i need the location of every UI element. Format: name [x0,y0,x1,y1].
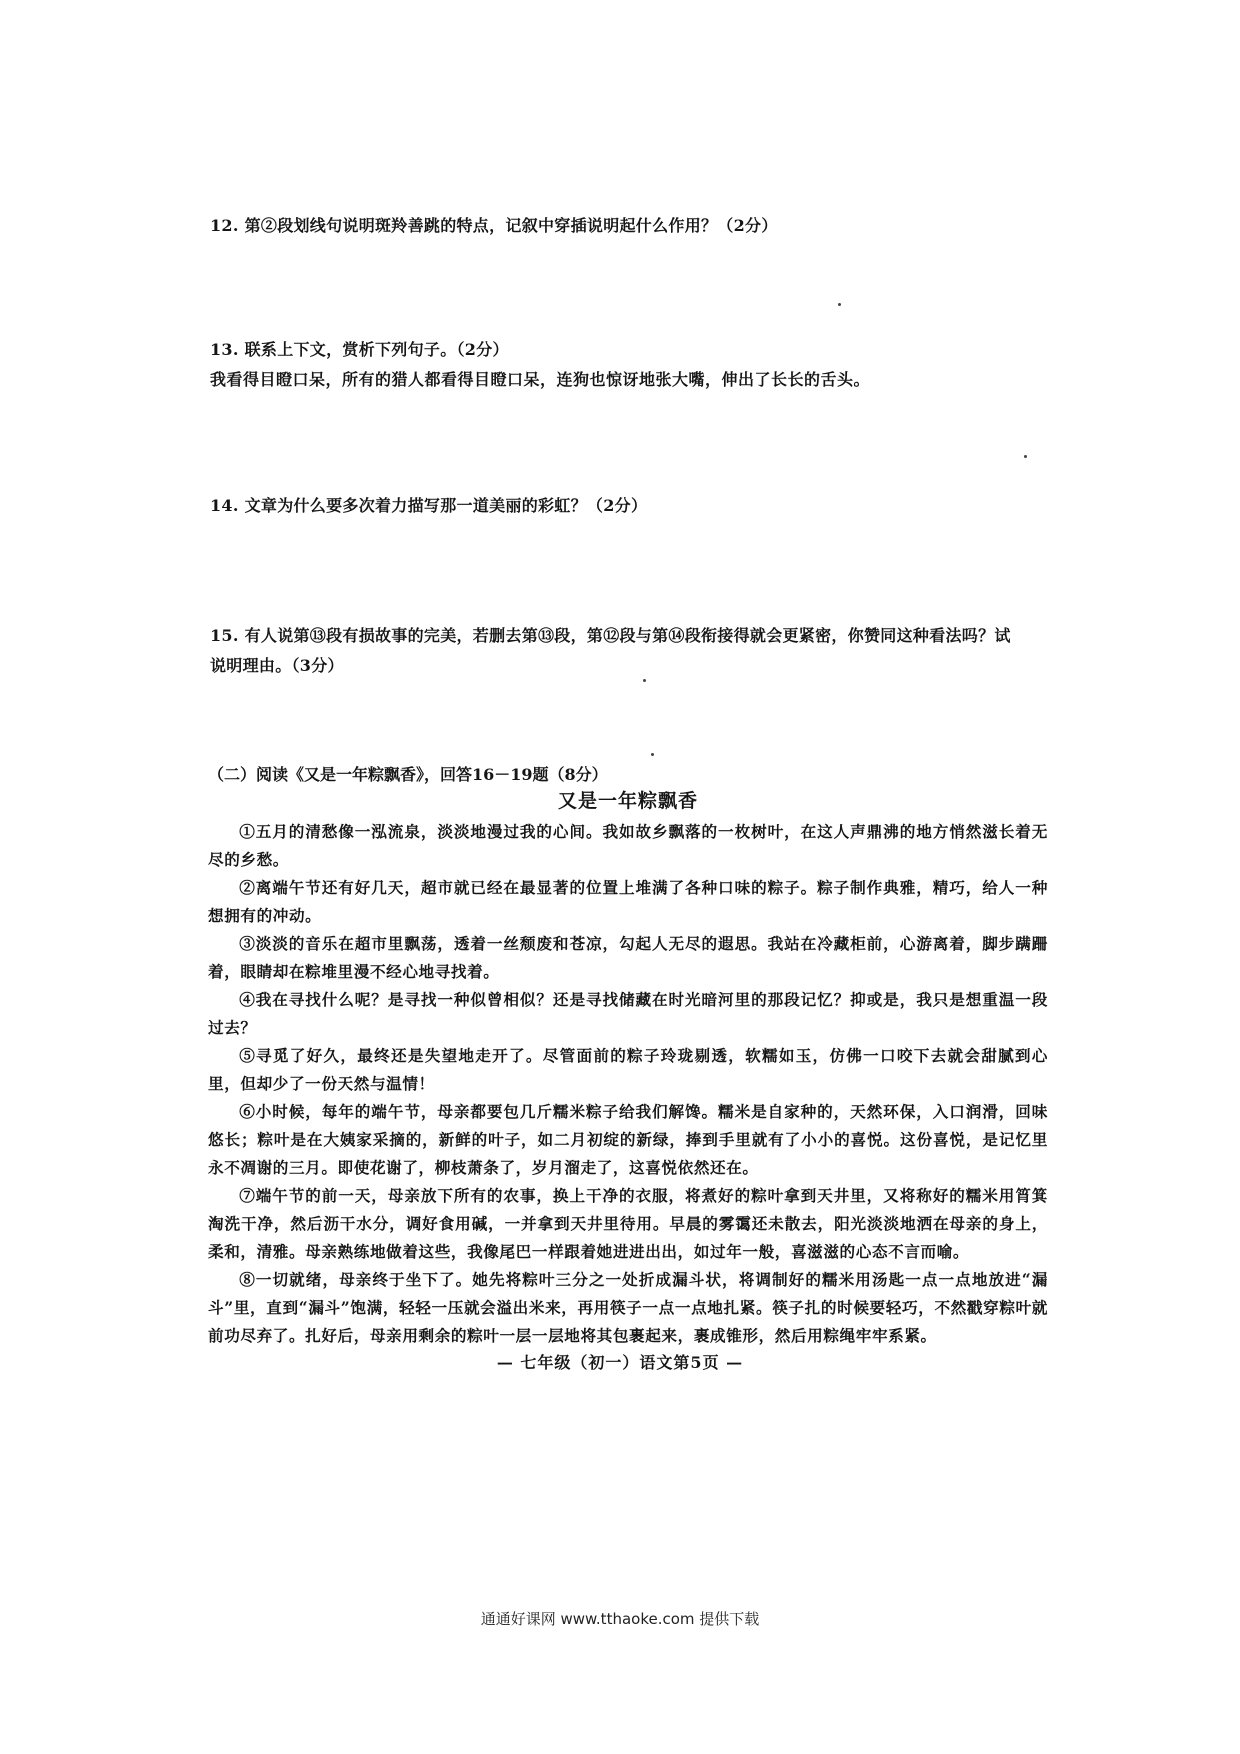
article-paragraph-8: ⑧一切就绪，母亲终于坐下了。她先将粽叶三分之一处折成漏斗状，将调制好的糯米用汤匙一点一点地放进“漏斗”里，直到“漏斗”饱满，轻轻一压就会溢出米来，再用筷子一点一点地扎紧。筷子扎的时候要轻巧，不然戳穿粽叶就前功尽弃了。扎好后，母亲用剩余的粽叶一层一层地将其包裹起来，裹成锥形，然后用粽绳牢牢系紧。 [208,1270,1048,1345]
article-paragraph-7: ⑦端午节的前一天，母亲放下所有的农事，换上干净的衣服，将煮好的粽叶拿到天井里，又将称好的糯米用筲箕淘洗干净，然后沥干水分，调好食用碱，一并拿到天井里待用。早晨的雾霭还未散去，阳光淡淡地洒在母亲的身上，柔和，清雅。母亲熟练地做着这些，我像尾巴一样跟着她进进出出，如过年一般，喜滋滋的心态不言而喻。 [208,1186,1048,1261]
scan-speck [1024,455,1027,458]
question-13-text: 13. 联系上下文，赏析下列句子。（2分） [210,340,509,359]
section-heading: （二）阅读《又是一年粽飘香》，回答16－19题（8分） [208,765,608,784]
article-title: 又是一年粽飘香 [557,790,698,812]
question-13-quoted-sentence: 我看得目瞪口呆，所有的猎人都看得目瞪口呆，连狗也惊讶地张大嘴，伸出了长长的舌头。 [210,370,871,389]
question-12 [210,211,1030,241]
question-15-text: 15. 有人说第⑬段有损故事的完美，若删去第⑬段，第⑫段与第⑭段衔接得就会更紧密，你赞同这种看法吗？试说明理由。（3分） [210,626,1011,675]
article-paragraph-1: ①五月的清愁像一泓流泉，淡淡地漫过我的心间。我如故乡飘落的一枚树叶，在这人声鼎沸的地方悄然滋长着无尽的乡愁。 [208,822,1048,869]
question-14-text: 14. 文章为什么要多次着力描写那一道美丽的彩虹？（2分） [210,496,648,515]
article-paragraph-3: ③淡淡的音乐在超市里飘荡，透着一丝颓废和苍凉，勾起人无尽的遐思。我站在冷藏柜前，心游离着，脚步蹒跚着，眼睛却在粽堆里漫不经心地寻找着。 [208,934,1048,981]
article-paragraph-5: ⑤寻觅了好久，最终还是失望地走开了。尽管面前的粽子玲珑剔透，软糯如玉，仿佛一口咬下去就会甜腻到心里，但却少了一份天然与温情！ [208,1046,1048,1093]
question-12-text: 12. 第②段划线句说明斑羚善跳的特点，记叙中穿插说明起什么作用？（2分） [210,216,778,235]
scan-speck [651,753,654,756]
article-paragraph-2: ②离端午节还有好几天，超市就已经在最显著的位置上堆满了各种口味的粽子。粽子制作典雅，精巧，给人一种想拥有的冲动。 [208,878,1048,925]
question-15 [210,621,1025,681]
reading-section-2 [208,764,1048,1350]
article-paragraph-4: ④我在寻找什么呢？是寻找一种似曾相似？还是寻找储藏在时光暗河里的那段记忆？抑或是，我只是想重温一段过去？ [208,990,1048,1037]
download-watermark-note: 通通好课网 www.tthaoke.com 提供下载 [480,1610,760,1628]
article-paragraph-6: ⑥小时候，每年的端午节，母亲都要包几斤糯米粽子给我们解馋。糯米是自家种的，天然环保，入口润滑，回味悠长；粽叶是在大姨家采摘的，新鲜的叶子，如二月初绽的新绿，捧到手里就有了小小的喜悦。这份喜悦，是记忆里永不凋谢的三月。即使花谢了，柳枝萧条了，岁月溜走了，这喜悦依然还在。 [208,1102,1048,1177]
page-number-footer: — 七年级（初一）语文第5页 — [496,1353,744,1372]
scan-speck [838,303,841,306]
question-13 [210,335,1030,395]
question-14 [210,491,1030,521]
